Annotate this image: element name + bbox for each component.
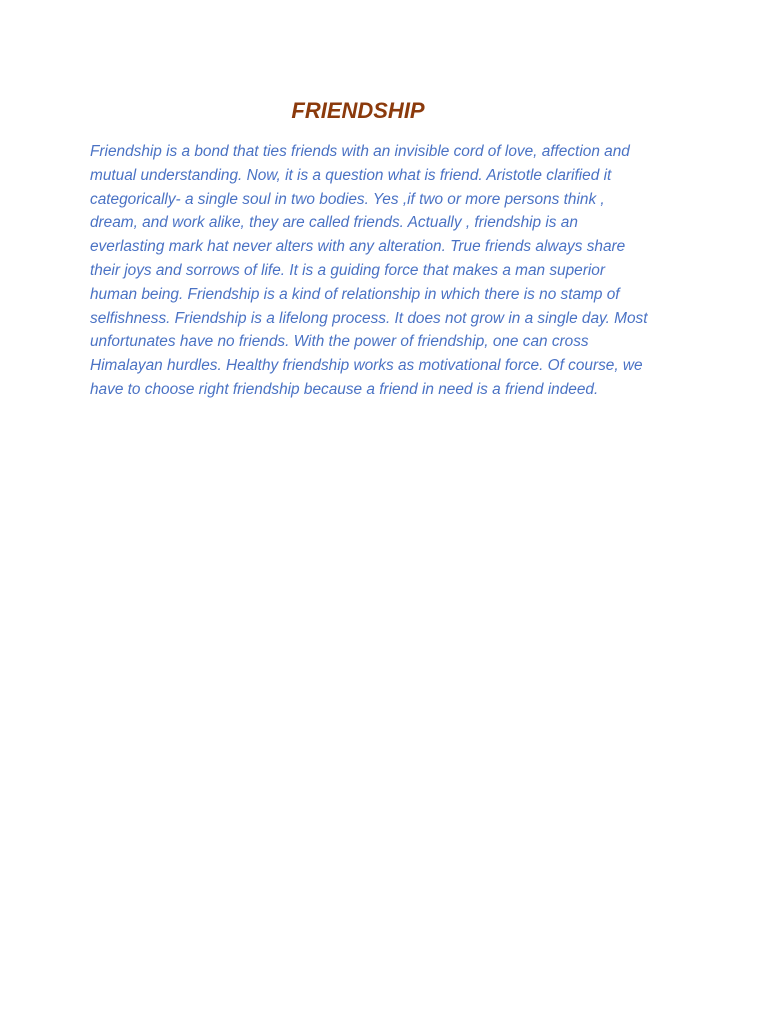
body-line: categorically- a single soul in two bodies. Yes ,if two or more persons think , (90, 190, 605, 208)
body-line: Friendship is a bond that ties friends with an invisible cord of love, affection and (90, 143, 630, 160)
body-line: their joys and sorrows of life. It is a guiding force that makes a man superior (90, 261, 605, 279)
document-title: FRIENDSHIP (291, 98, 425, 123)
body-line: have to choose right friendship because a friend in need is a friend indeed. (90, 380, 599, 398)
body-line: everlasting mark hat never alters with any alteration. True friends always share (90, 238, 626, 256)
body-line: Himalayan hurdles. Healthy friendship works as motivational force. Of course, we (90, 357, 643, 375)
body-line: unfortunates have no friends. With the power of friendship, one can cross (90, 333, 589, 351)
body-line: dream, and work alike, they are called friends. Actually , friendship is an (90, 214, 578, 232)
document-body (90, 140, 680, 402)
body-line: selfishness. Friendship is a lifelong process. It does not grow in a single day. Most (90, 309, 648, 327)
body-line: mutual understanding. Now, it is a question what is friend. Aristotle clarified it (90, 166, 612, 184)
body-line: human being. Friendship is a kind of relationship in which there is no stamp of (90, 285, 620, 303)
